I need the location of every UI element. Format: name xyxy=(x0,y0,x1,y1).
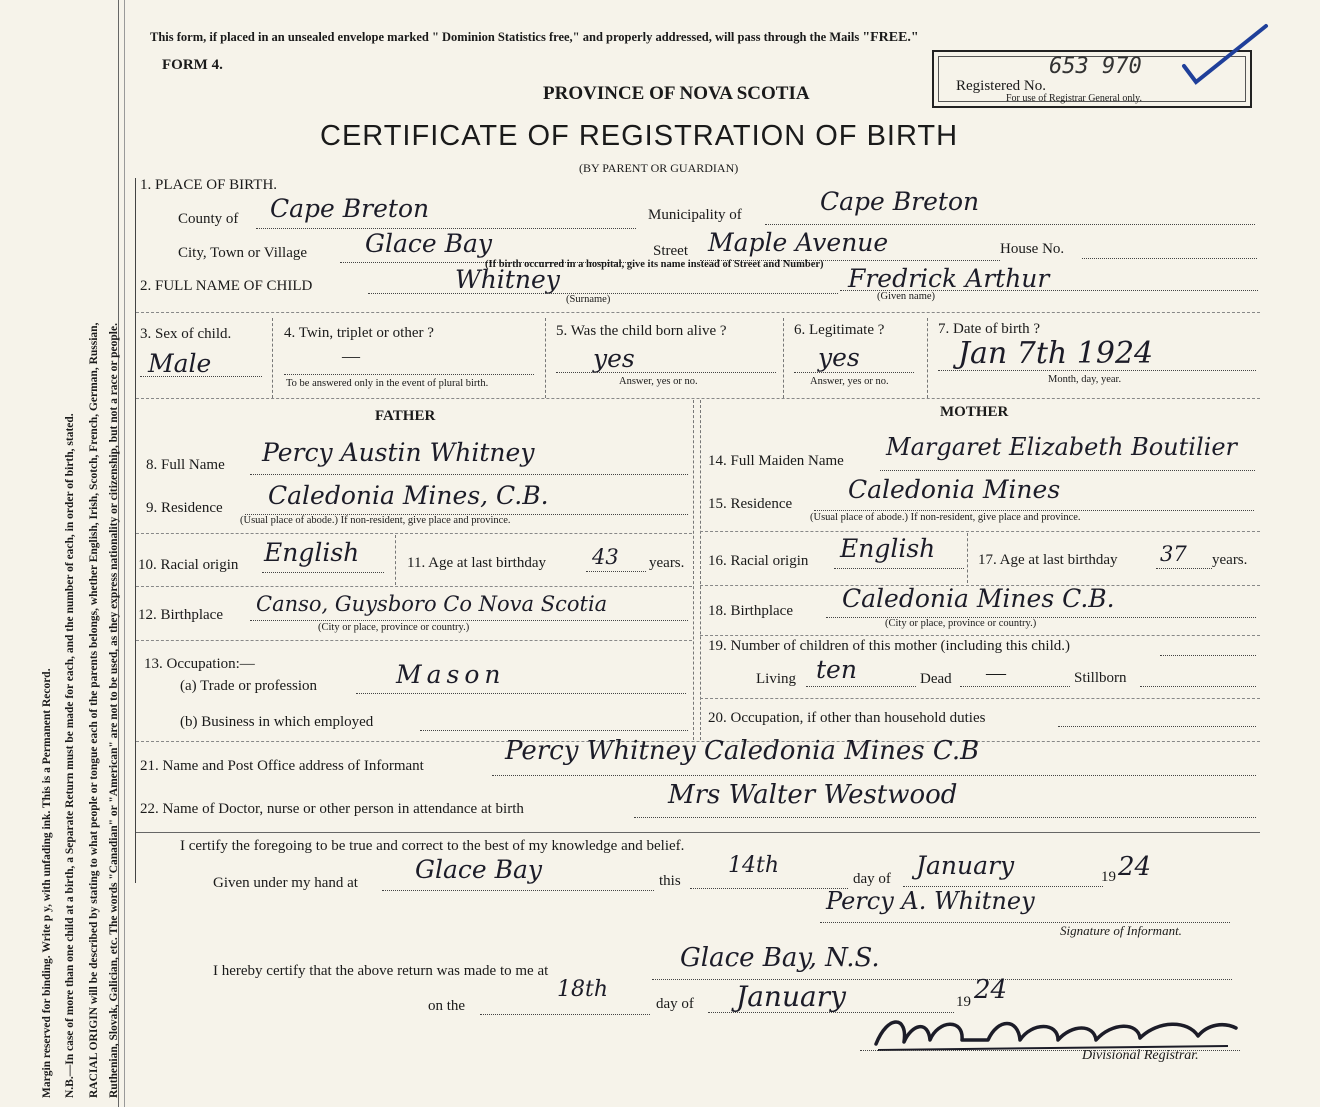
surname-caption: (Surname) xyxy=(566,294,611,305)
given-caption: (Given name) xyxy=(877,291,936,302)
street-value: Maple Avenue xyxy=(708,228,889,257)
postal-note xyxy=(150,30,919,46)
house-label: House No. xyxy=(1000,241,1065,257)
father-residence-value: Caledonia Mines, C.B. xyxy=(268,481,549,510)
mother-residence-label: 15. Residence xyxy=(708,496,793,512)
municipality-line xyxy=(765,224,1255,225)
mother-age-value: 37 xyxy=(1160,542,1187,566)
father-birthplace-caption: (City or place, province or country.) xyxy=(318,622,470,633)
mother-occupation-label: 20. Occupation, if other than household duties xyxy=(708,710,986,726)
registrar-month-value: January xyxy=(736,980,846,1013)
father-mother-divider xyxy=(693,400,694,740)
attendant-line xyxy=(634,817,1256,818)
margin-note-racial-2: Ruthenian, Slovak, Galician, etc. The words "Canadian" or "American" are not to be used, as they express nationality or citizenship, but not a race or people. xyxy=(108,323,120,1098)
given-year-prefix: 19 xyxy=(1101,869,1116,885)
divider-certification-top xyxy=(136,832,1260,833)
mother-residence-line xyxy=(814,510,1254,511)
twin-label: 4. Twin, triplet or other ? xyxy=(284,325,434,341)
registered-number: 653 970 xyxy=(1049,54,1142,79)
municipality-value: Cape Breton xyxy=(820,187,980,216)
margin-note-nb: N.B.—In case of more than one child at a birth, a Separate Return must be made for each, and the number of each, in order of birth, stated. xyxy=(64,413,76,1098)
given-day-value: 14th xyxy=(728,853,780,878)
certificate-subtitle: (BY PARENT OR GUARDIAN) xyxy=(579,161,739,175)
postal-note-free: "FREE." xyxy=(862,30,919,45)
registrar-year-prefix: 19 xyxy=(956,994,971,1010)
dob-label: 7. Date of birth ? xyxy=(938,321,1041,337)
father-occupation-label: 13. Occupation:— xyxy=(144,656,255,672)
hospital-note: (If birth occurred in a hospital, give its name instead of Street and Number) xyxy=(485,259,824,270)
child-name-label: 2. FULL NAME OF CHILD xyxy=(140,278,313,294)
legit-line xyxy=(794,372,914,373)
margin-notes xyxy=(0,0,140,1107)
mother-name-value: Margaret Elizabeth Boutilier xyxy=(886,433,1237,461)
registrar-year-value: 24 xyxy=(974,975,1008,1005)
given-place-value: Glace Bay xyxy=(415,855,543,884)
father-racial-age-divider xyxy=(395,535,396,585)
registered-label: Registered No. xyxy=(956,78,1046,94)
given-year-value: 24 xyxy=(1118,852,1152,882)
registrar-day-value: 18th xyxy=(557,977,609,1002)
dead-value: — xyxy=(986,662,1006,684)
legit-label: 6. Legitimate ? xyxy=(794,322,885,338)
father-mother-divider-2 xyxy=(700,400,701,740)
divider-row3-top xyxy=(136,312,1260,313)
alive-line xyxy=(556,372,776,373)
father-age-label: 11. Age at last birthday xyxy=(407,555,546,571)
informant-signature: Percy A. Whitney xyxy=(826,887,1035,915)
divider-6-7 xyxy=(927,318,928,398)
certify-text: I certify the foregoing to be true and correct to the best of my knowledge and belief. xyxy=(180,838,685,854)
father-business-line xyxy=(420,730,688,731)
father-birthplace-label: 12. Birthplace xyxy=(138,607,223,623)
divider-3-4 xyxy=(272,318,273,398)
form-left-border xyxy=(135,178,136,883)
dob-caption: Month, day, year. xyxy=(1048,374,1122,385)
mother-name-label: 14. Full Maiden Name xyxy=(708,453,844,469)
municipality-label: Municipality of xyxy=(648,207,742,223)
father-name-value: Percy Austin Whitney xyxy=(262,438,535,467)
living-label: Living xyxy=(756,671,796,687)
father-birthplace-value: Canso, Guysboro Co Nova Scotia xyxy=(256,592,608,616)
father-age-line xyxy=(586,571,646,572)
sex-value: Male xyxy=(148,349,212,378)
father-racial-value: English xyxy=(264,538,360,567)
mother-residence-caption: (Usual place of abode.) If non-resident, give place and province. xyxy=(810,512,1081,523)
margin-note-racial-1: RACIAL ORIGIN will be described by stating to what people or tongue each of the parents belongs, whether English, Irish, Scotch, French, German, Russian, xyxy=(88,322,100,1098)
stillborn-line xyxy=(1140,686,1256,687)
divider-row3-bottom xyxy=(136,398,1260,399)
mother-residence-value: Caledonia Mines xyxy=(848,475,1061,504)
twin-value: — xyxy=(342,346,360,366)
father-trade-label: (a) Trade or profession xyxy=(180,678,318,694)
divider-5-6 xyxy=(783,318,784,398)
registrar-signature xyxy=(868,1006,1240,1054)
father-racial-line xyxy=(262,572,384,573)
given-month-value: January xyxy=(916,851,1015,880)
registrar-caption: Divisional Registrar. xyxy=(1082,1048,1199,1063)
mother-racial-label: 16. Racial origin xyxy=(708,553,809,569)
mother-age-label: 17. Age at last birthday xyxy=(978,552,1118,568)
sex-label: 3. Sex of child. xyxy=(140,326,232,342)
father-age-unit: years. xyxy=(649,555,685,571)
informant-signature-caption: Signature of Informant. xyxy=(1060,923,1182,938)
registrar-day-of-label: day of xyxy=(656,996,694,1012)
alive-caption: Answer, yes or no. xyxy=(619,376,698,387)
given-day-of-label: day of xyxy=(853,871,891,887)
mother-heading: MOTHER xyxy=(940,404,1009,420)
certificate-title: CERTIFICATE OF REGISTRATION OF BIRTH xyxy=(320,120,959,152)
father-divider-3 xyxy=(136,640,692,641)
margin-note-binding: Margin reserved for binding. Write p y, with unfading ink. This is a Permanent Record. xyxy=(41,668,53,1098)
registrar-day-line xyxy=(480,1014,650,1015)
mother-birthplace-caption: (City or place, province or country.) xyxy=(885,618,1037,629)
twin-caption: To be answered only in the event of plural birth. xyxy=(286,378,489,389)
house-line xyxy=(1082,258,1257,259)
mother-children-label: 19. Number of children of this mother (including this child.) xyxy=(708,638,1071,654)
given-place-line xyxy=(382,890,654,891)
twin-line xyxy=(284,374,534,375)
living-value: ten xyxy=(816,655,857,684)
street-label: Street xyxy=(653,243,688,259)
mother-age-unit: years. xyxy=(1212,552,1248,568)
attendant-value: Mrs Walter Westwood xyxy=(668,780,958,810)
dead-line xyxy=(960,686,1070,687)
given-hand-label: Given under my hand at xyxy=(213,875,358,891)
registrar-use-note: For use of Registrar General only. xyxy=(1006,93,1142,104)
mother-racial-value: English xyxy=(840,534,936,563)
mother-racial-age-divider xyxy=(967,533,968,583)
city-label: City, Town or Village xyxy=(178,245,308,261)
postal-note-text: This form, if placed in an unsealed envelope marked " Dominion Statistics free," and properly addressed, will pass through the Mails xyxy=(150,30,860,44)
mother-racial-line xyxy=(834,568,964,569)
alive-value: yes xyxy=(593,344,635,373)
stillborn-label: Stillborn xyxy=(1074,670,1127,686)
informant-line xyxy=(492,775,1256,776)
father-name-line xyxy=(250,474,688,475)
father-divider-1 xyxy=(136,533,692,534)
province-heading: PROVINCE OF NOVA SCOTIA xyxy=(543,83,810,104)
given-day-line xyxy=(690,888,848,889)
dead-label: Dead xyxy=(920,671,952,687)
informant-value: Percy Whitney Caledonia Mines C.B xyxy=(505,736,980,766)
mother-divider-3 xyxy=(700,635,1260,636)
child-given-value: Fredrick Arthur xyxy=(848,264,1050,293)
divider-4-5 xyxy=(545,318,546,398)
mother-divider-1 xyxy=(700,531,1260,532)
registrar-on-the-label: on the xyxy=(428,998,466,1014)
living-line xyxy=(806,686,916,687)
father-residence-caption: (Usual place of abode.) If non-resident, give place and province. xyxy=(240,515,511,526)
county-label: County of xyxy=(178,211,239,227)
county-value: Cape Breton xyxy=(270,194,430,223)
this-label: this xyxy=(659,873,681,889)
child-surname-value: Whitney xyxy=(455,265,560,294)
mother-birthplace-label: 18. Birthplace xyxy=(708,603,793,619)
dob-value: Jan 7th 1924 xyxy=(958,336,1154,371)
father-trade-line xyxy=(356,693,686,694)
mother-name-line xyxy=(880,470,1255,471)
registrar-place-value: Glace Bay, N.S. xyxy=(680,943,880,973)
form-label: FORM 4. xyxy=(162,57,223,73)
alive-label: 5. Was the child born alive ? xyxy=(556,323,727,339)
legit-value: yes xyxy=(818,343,860,372)
mother-divider-4 xyxy=(700,698,1260,699)
attendant-label: 22. Name of Doctor, nurse or other person in attendance at birth xyxy=(140,801,524,817)
father-heading: FATHER xyxy=(375,408,436,424)
father-divider-2 xyxy=(136,586,692,587)
mother-age-line xyxy=(1156,568,1212,569)
father-racial-label: 10. Racial origin xyxy=(138,557,239,573)
place-of-birth-label: 1. PLACE OF BIRTH. xyxy=(140,177,278,193)
father-trade-value: Mason xyxy=(396,660,506,689)
legit-caption: Answer, yes or no. xyxy=(810,376,889,387)
check-mark-icon xyxy=(1180,18,1270,88)
mother-occupation-line xyxy=(1058,726,1256,727)
informant-label: 21. Name and Post Office address of Informant xyxy=(140,758,424,774)
sex-line xyxy=(140,376,262,377)
father-business-label: (b) Business in which employed xyxy=(180,714,374,730)
registrar-hereby-text: I hereby certify that the above return was made to me at xyxy=(213,963,549,979)
father-birthplace-line xyxy=(250,620,688,621)
mother-birthplace-value: Caledonia Mines C.B. xyxy=(842,584,1115,613)
mother-children-line xyxy=(1160,655,1256,656)
father-age-value: 43 xyxy=(592,545,619,569)
dob-line xyxy=(938,370,1256,371)
father-residence-label: 9. Residence xyxy=(146,500,223,516)
margin-rule-inner xyxy=(124,0,125,1107)
father-name-label: 8. Full Name xyxy=(146,457,225,473)
city-value: Glace Bay xyxy=(365,229,493,258)
